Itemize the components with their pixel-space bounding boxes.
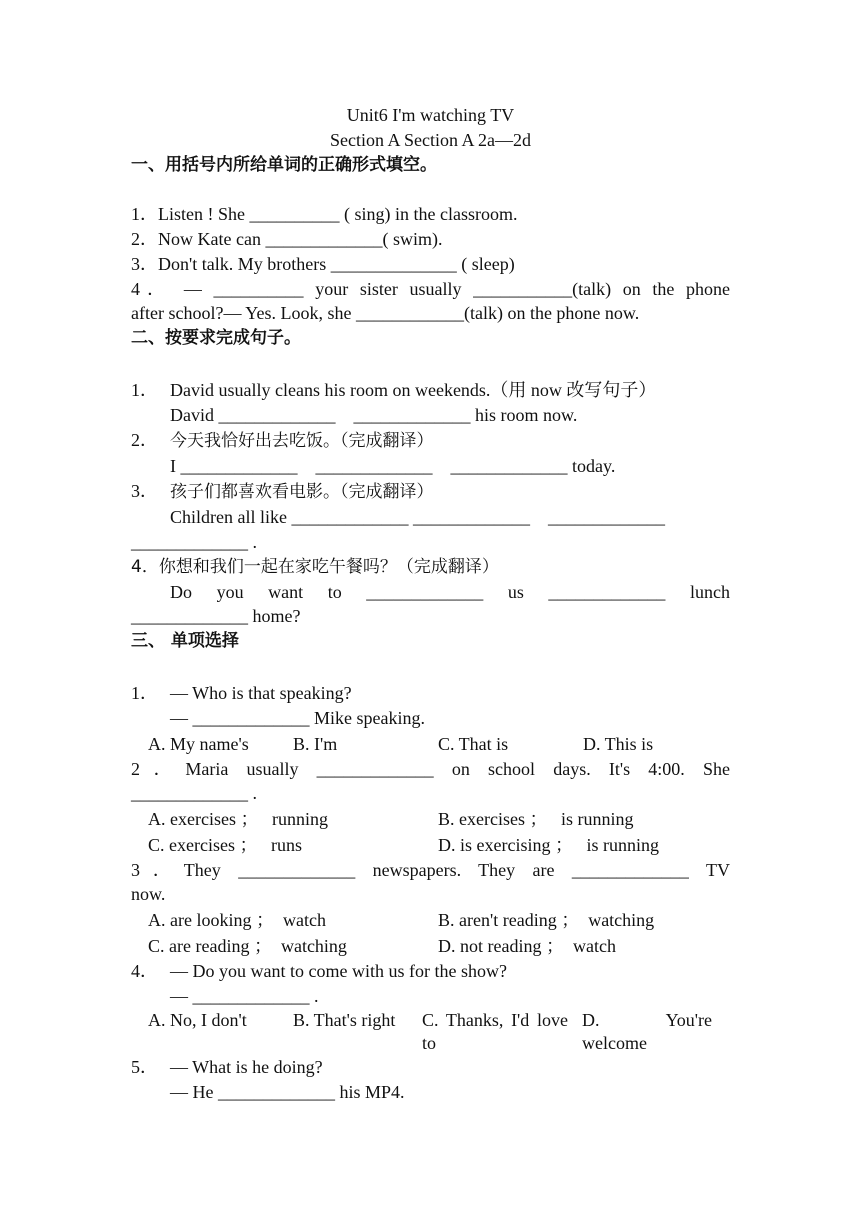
option-b: B. aren't reading ； watching — [438, 910, 655, 930]
part1-item-2: 2．Now Kate can _____________( swim). — [131, 229, 443, 249]
option-d: D. You're welcome — [582, 1010, 712, 1053]
option-d: D. is exercising ； is running — [438, 835, 659, 855]
part2-q1: David usually cleans his room on weekends.（用 now 改写句子） — [170, 380, 657, 400]
option-c: C. That is — [438, 734, 509, 754]
part3-q1-options — [131, 731, 730, 757]
option-a: A. are looking ； watch — [148, 910, 326, 930]
part3-q2-options-cd — [131, 832, 730, 858]
option-b: B. That's right — [293, 1010, 396, 1030]
q-number: 1． — [131, 380, 158, 400]
part3-heading: 三、 单项选择 — [131, 631, 239, 651]
part1-item-4-cont: after school?— Yes. Look, she ____________(talk) on the phone now. — [131, 303, 640, 323]
part3-q4-options — [131, 1009, 730, 1055]
q-number: 5． — [131, 1057, 158, 1077]
option-d: D. This is — [583, 734, 654, 754]
part2-q2: 今天我恰好出去吃饭。（完成翻译） — [170, 431, 434, 451]
part2-q4-answer-cont: _____________ home? — [131, 606, 301, 626]
part2-q3: 孩子们都喜欢看电影。（完成翻译） — [170, 482, 434, 502]
part3-q1-line2: — _____________ Mike speaking. — [170, 708, 425, 728]
part3-q5-line2: — He _____________ his MP4. — [170, 1082, 405, 1102]
q-number: 3． — [131, 481, 158, 501]
part1-heading: 一、用括号内所给单词的正确形式填空。 — [131, 155, 437, 175]
part3-q4: — Do you want to come with us for the show? — [170, 961, 507, 981]
part2-q1-answer: David _____________ _____________ his room now. — [170, 405, 578, 425]
option-c: C. exercises ； runs — [148, 835, 302, 855]
q-number: 1． — [131, 683, 158, 703]
part1-item-4: 4． — __________ your sister usually ___________(talk) on the phone — [131, 279, 730, 299]
part2-q3-answer: Children all like _____________ _____________ _____________ — [170, 507, 665, 527]
part3-q3-cont: now. — [131, 884, 166, 904]
part3-q3-options-ab — [131, 907, 730, 933]
part3-q1: — Who is that speaking? — [170, 683, 352, 703]
option-c: C. Thanks, I'd love to — [422, 1010, 568, 1053]
q-number: 4． — [131, 961, 158, 981]
option-d: D. not reading ； watch — [438, 936, 616, 956]
part2-q3-answer-cont: _____________ . — [131, 532, 257, 552]
part1-item-1: 1．Listen ! She __________ ( sing) in the classroom. — [131, 204, 518, 224]
part2-q2-answer: I _____________ _____________ _____________ today. — [170, 456, 616, 476]
subtitle: Section A Section A 2a—2d — [330, 130, 531, 150]
part3-q2-cont: _____________ . — [131, 783, 257, 803]
option-b: B. I'm — [293, 734, 338, 754]
option-b: B. exercises ； is running — [438, 809, 634, 829]
part3-q3-options-cd — [131, 933, 730, 959]
part2-q4: 4．你想和我们一起在家吃午餐吗？（完成翻译） — [131, 557, 499, 577]
part2-q4-answer: Do you want to _____________ us _____________ lunch — [170, 582, 730, 602]
worksheet — [131, 103, 730, 1105]
title: Unit6 I'm watching TV — [346, 105, 515, 125]
part3-q5: — What is he doing? — [170, 1057, 323, 1077]
option-c: C. are reading ； watching — [148, 936, 347, 956]
option-a: A. No, I don't — [148, 1010, 247, 1030]
part3-q2: 2．Maria usually _____________ on school days. It's 4:00. She — [131, 759, 730, 779]
part2-heading: 二、按要求完成句子。 — [131, 328, 301, 348]
option-a: A. My name's — [148, 734, 249, 754]
part3-q3: 3．They _____________ newspapers. They are _____________ TV — [131, 860, 730, 880]
q-number: 2． — [131, 430, 158, 450]
part3-q4-line2: — _____________ . — [170, 986, 319, 1006]
part3-q2-options-ab — [131, 806, 730, 832]
part1-item-3: 3．Don't talk. My brothers ______________ ( sleep) — [131, 254, 515, 274]
option-a: A. exercises ； running — [148, 809, 328, 829]
